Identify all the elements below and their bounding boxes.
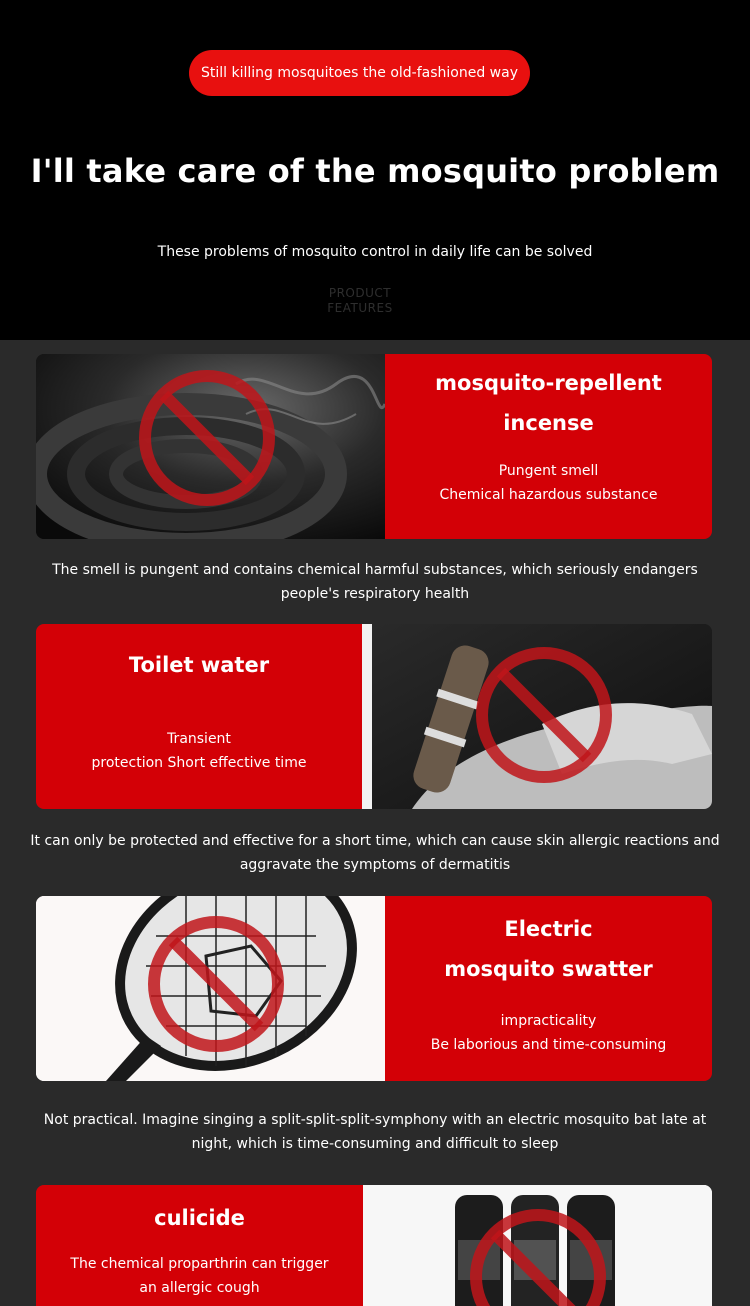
card-1-desc-line-2: Chemical hazardous substance (439, 487, 658, 503)
card-4-title: culicide (154, 1206, 245, 1230)
hero-subtitle: These problems of mosquito control in daily life can be solved (157, 244, 593, 260)
card-mosquito-incense (36, 354, 712, 539)
hero-watermark-line-1: PRODUCT (328, 286, 392, 300)
card-1-title-line-2: incense (503, 411, 594, 435)
card-1-desc-line-1: Pungent smell (498, 463, 599, 479)
hero-pill-badge: Still killing mosquitoes the old-fashioned way (189, 50, 530, 96)
card-4-desc-line-2: an allergic cough (139, 1280, 260, 1296)
card-3-title-line-2: mosquito swatter (444, 957, 653, 981)
card-2-title: Toilet water (128, 653, 270, 677)
card-2-desc-line-2: protection Short effective time (91, 755, 307, 771)
card-3-info-panel (385, 896, 712, 1081)
aerosol-cans-photo (363, 1185, 712, 1306)
hero-title: I'll take care of the mosquito problem (30, 152, 720, 190)
hero-section (0, 0, 750, 340)
card-1-caption: The smell is pungent and contains chemical harmful substances, which seriously endangers people's respiratory health (52, 562, 698, 602)
card-4-desc-line-1: The chemical proparthrin can trigger (70, 1256, 329, 1272)
hero-watermark-text (0, 286, 720, 316)
card-4-info-panel (36, 1185, 363, 1306)
card-2-info-panel (36, 624, 362, 809)
card-toilet-water (36, 624, 712, 809)
card-3-caption: Not practical. Imagine singing a split-split-split-symphony with an electric mosquito bat late at night, which is time-consuming and difficult to sleep (43, 1112, 707, 1152)
card-electric-swatter (36, 896, 712, 1081)
card-2-caption: It can only be protected and effective for a short time, which can cause skin allergic reactions and aggravate the symptoms of dermatitis (30, 833, 720, 873)
card-1-title-line-1: mosquito-repellent (435, 371, 662, 395)
card-2-desc-line-1: Transient (167, 731, 231, 747)
hero-watermark-line-2: FEATURES (327, 301, 393, 315)
card-1-info-panel (385, 354, 712, 539)
electric-swatter-photo (36, 896, 385, 1081)
mosquito-coil-photo (36, 354, 385, 539)
card-culicide (36, 1185, 712, 1306)
spray-on-wrist-photo (372, 624, 712, 809)
card-3-title-line-1: Electric (504, 917, 593, 941)
card-2-divider (362, 624, 372, 809)
card-3-desc-line-1: impracticality (500, 1013, 597, 1029)
card-3-desc-line-2: Be laborious and time-consuming (430, 1037, 667, 1053)
